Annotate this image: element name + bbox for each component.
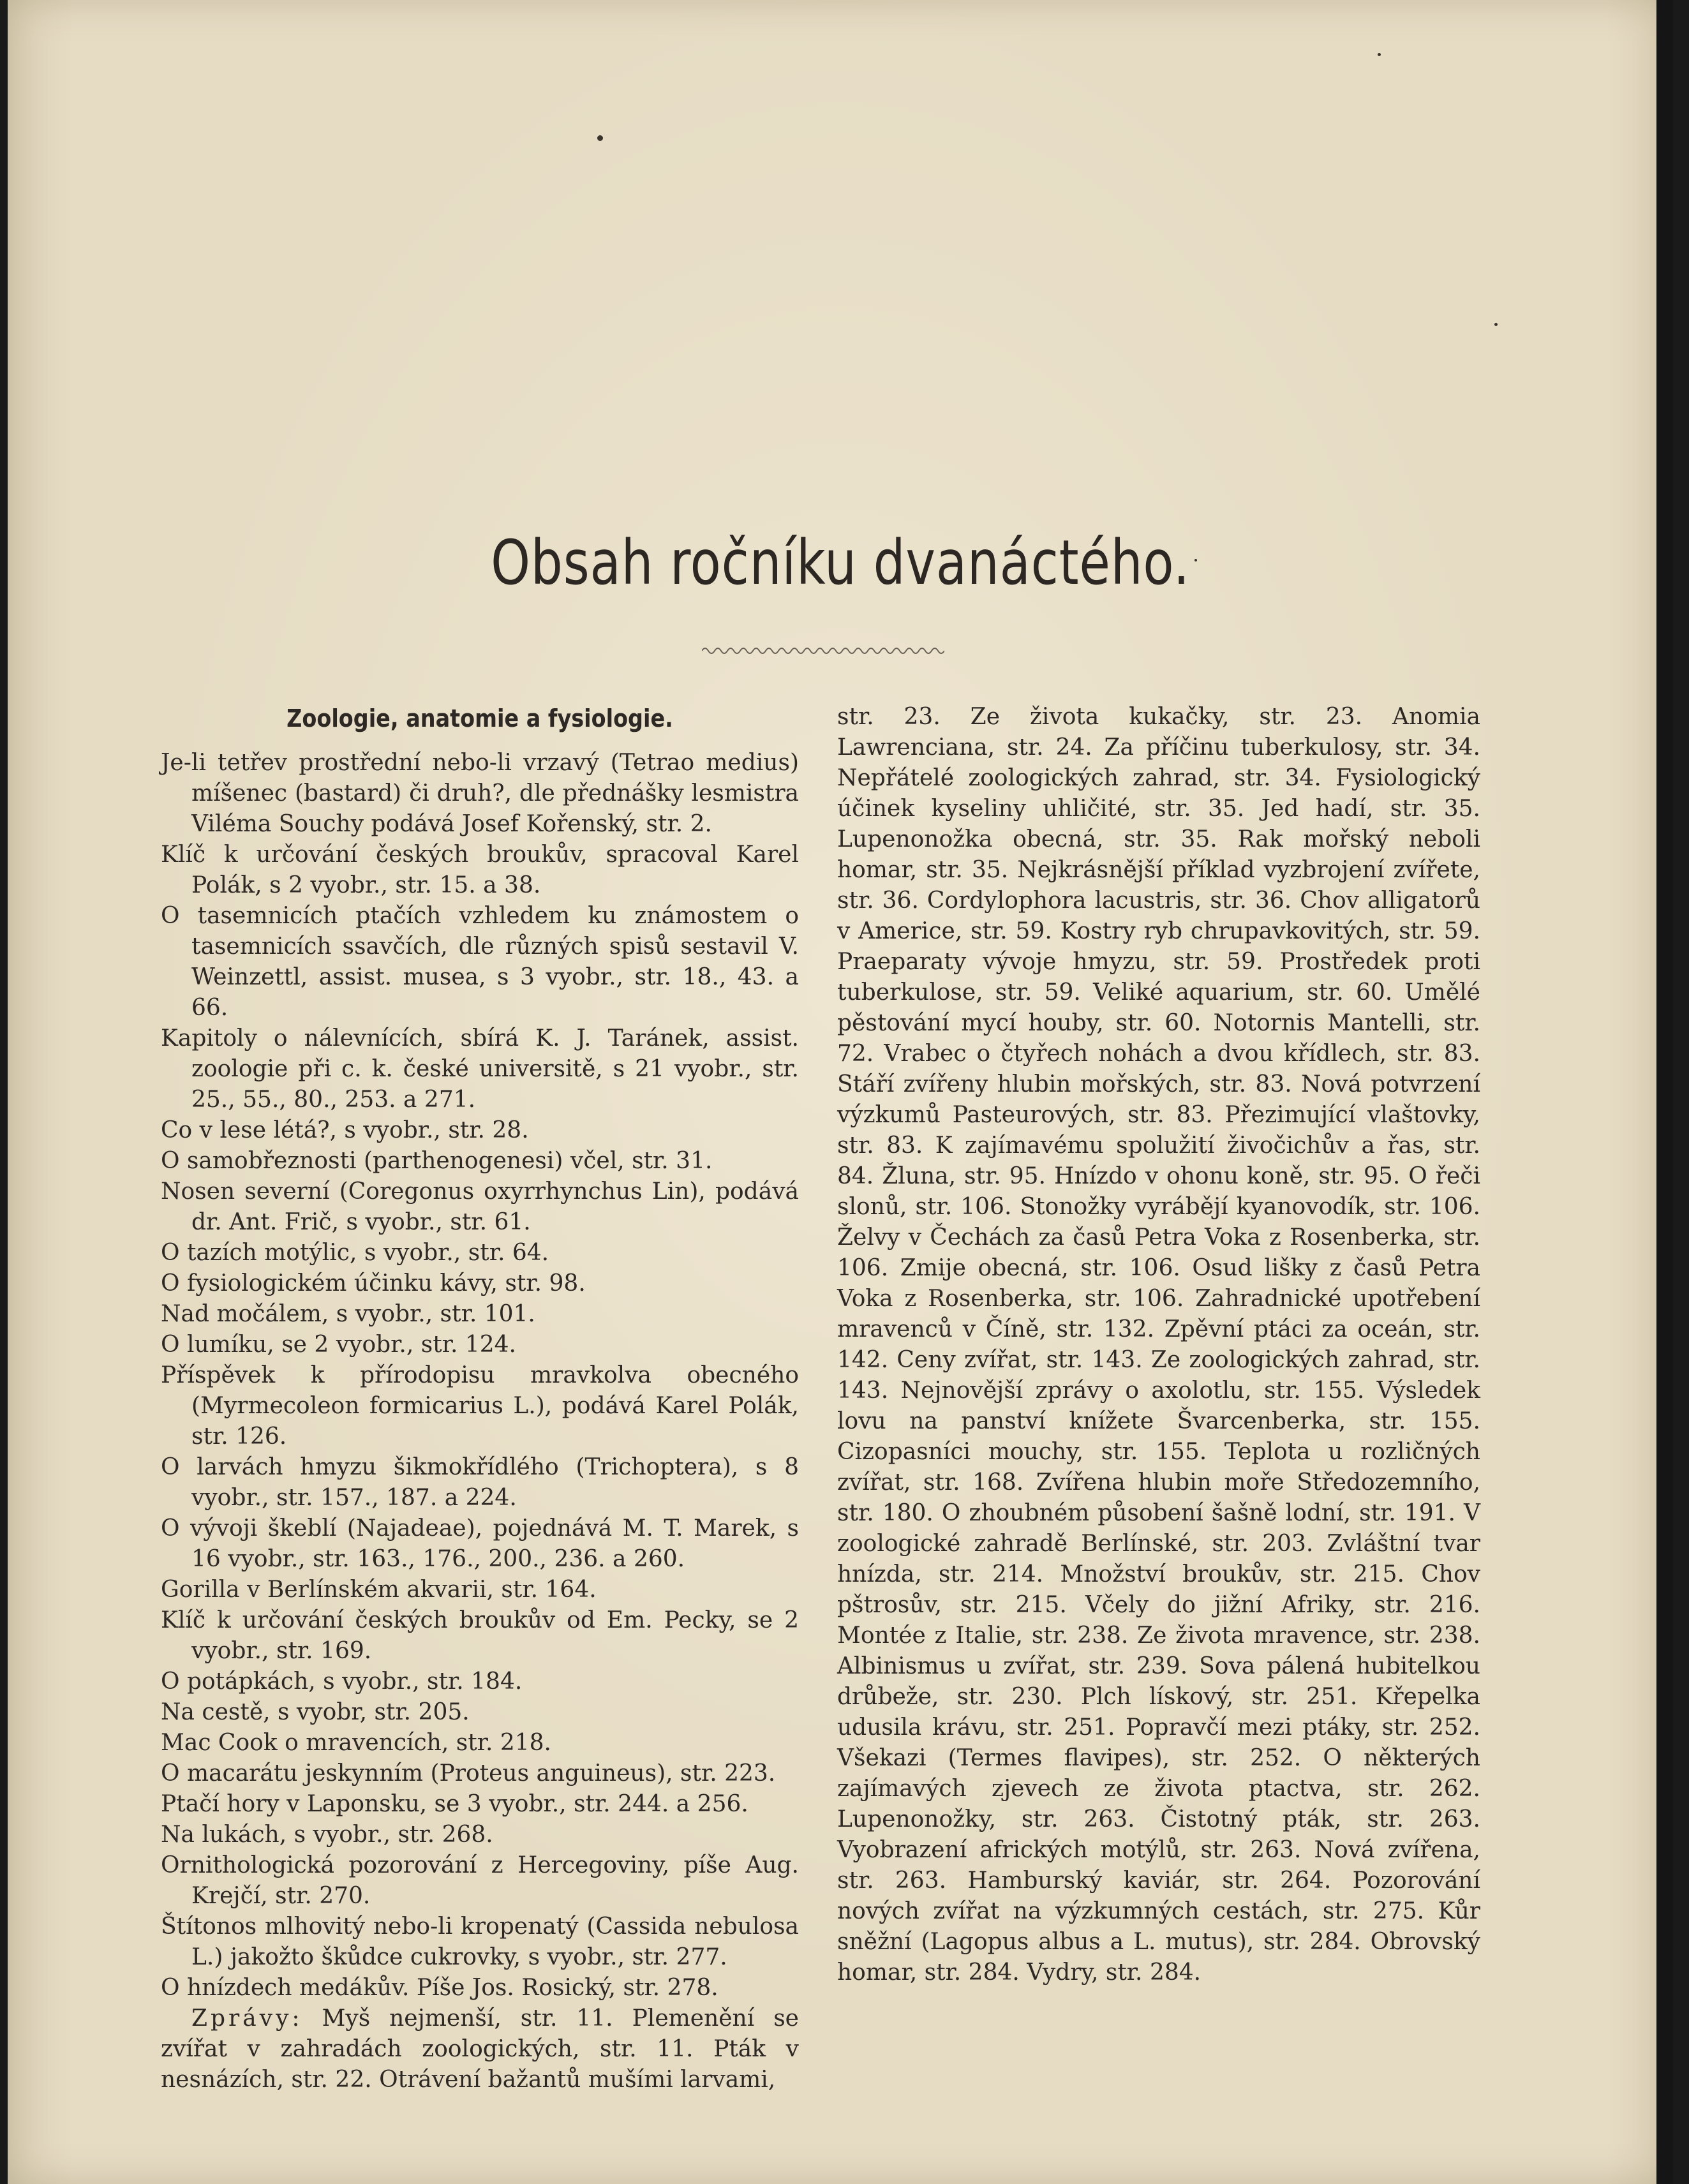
list-item: Příspěvek k přírodopisu mravkolva obecného (Myrmecoleon formicarius L.), podává Karel Polák, str. 126. [161,1362,799,1450]
list-item: Nosen severní (Coregonus oxyrrhynchus Lin), podává dr. Ant. Frič, s vyobr., str. 61. [161,1178,799,1235]
news-paragraph-start [161,2003,799,2095]
list-item: Nad močálem, s vyobr., str. 101. [161,1301,535,1327]
page-title: Obsah ročníku dvanáctého. [491,527,1190,598]
news-label: Zprávy: [191,2005,303,2032]
document-page [8,0,1673,2184]
paper-speck [1194,559,1197,561]
section-heading: Zoologie, anatomie a fysiologie. [286,704,673,732]
list-item: O macarátu jeskynním (Proteus anguineus), str. 223. [161,1760,776,1787]
list-item: Štítonos mlhovitý nebo-li kropenatý (Cassida nebulosa L.) jakožto škůdce cukrovky, s vyobr., str. 277. [161,1913,799,1970]
list-item: Ornithologická pozorování z Hercegoviny, píše Aug. Krejčí, str. 270. [161,1852,799,1909]
right-column [837,702,1480,1988]
list-item: Na lukách, s vyobr., str. 268. [161,1822,493,1848]
left-column [161,702,799,2095]
paper-speck [1494,323,1498,326]
list-item: O larvách hmyzu šikmokřídlého (Trichoptera), s 8 vyobr., str. 157., 187. a 224. [161,1454,799,1511]
decorative-wavy-rule [702,644,944,657]
list-item: Na cestě, s vyobr, str. 205. [161,1699,470,1725]
list-item: Klíč k určování českých broukův, spracoval Karel Polák, s 2 vyobr., str. 15. a 38. [161,842,799,898]
list-item: Kapitoly o nálevnících, sbírá K. J. Taránek, assist. zoologie při c. k. české universitě, s 21 vyobr., str. 25., 55., 80., 253. a 271. [161,1025,799,1113]
list-item: O hnízdech medákův. Píše Jos. Rosický, str. 278. [161,1975,718,2001]
list-item: O vývoji škeblí (Najadeae), pojednává M. T. Marek, s 16 vyobr., str. 163., 176., 200., 236. a 260. [161,1515,799,1572]
paper-speck [597,135,603,141]
news-paragraph-continued: str. 23. Ze života kukačky, str. 23. Anomia Lawrenciana, str. 24. Za příčinu tuberkulosy, str. 34. Nepřátelé zoologických zahrad, str. 34. Fysiologický účinek kyseliny uhličité, str. 35. Jed hadí, str. 35. Lupenonožka obecná, str. 35. Rak mořský neboli homar, str. 35. Nejkrásnější příklad vyzbrojení zvířete, str. 36. Cordylophora lacustris, str. 36. Chov alligatorů v Americe, str. 59. Kostry ryb chrupavkovitých, str. 59. Praeparaty vývoje hmyzu, str. 59. Prostředek proti tuberkulose, str. 59. Veliké aquarium, str. 60. Umělé pěstování mycí houby, str. 60. Notornis Mantelli, str. 72. Vrabec o čtyřech nohách a dvou křídlech, str. 83. Stáří zvířeny hlubin mořských, str. 83. Nová potvrzení výzkumů Pasteurových, str. 83. Přezimující vlaštovky, str. 83. K zajímavému spolužití živočichův a řas, str. 84. Žluna, str. 95. Hnízdo v ohonu koně, str. 95. O řeči slonů, str. 106. Stonožky vyrábějí kyanovodík, str. 106. Želvy v Čechách za časů Petra Voka z Rosenberka, str. 106. Zmije obecná, str. 106. Osud lišky z časů Petra Voka z Rosenberka, str. 106. Zahradnické upotřebení mravenců v Číně, str. 132. Zpěvní ptáci za oceán, str. 142. Ceny zvířat, str. 143. Ze zoologických zahrad, str. 143. Nejnovější zprávy o axolotlu, str. 155. Výsledek lovu na panství knížete Švarcenberka, str. 155. Cizopasníci mouchy, str. 155. Teplota u rozličných zvířat, str. 168. Zvířena hlubin moře Středozemního, str. 180. O zhoubném působení šašně lodní, str. 191. V zoologické zahradě Berlínské, str. 203. Zvláštní tvar hnízda, str. 214. Množství broukův, str. 215. Chov pštrosův, str. 215. Včely do jižní Afriky, str. 216. Montée z Italie, str. 238. Ze života mravence, str. 238. Albinismus u zvířat, str. 239. Sova pálená hubitelkou drůbeže, str. 230. Plch lískový, str. 251. Křepelka udusila krávu, str. 251. Popravčí mezi ptáky, str. 252. Všekazi (Termes flavipes), str. 252. O některých zajímavých zjevech ze života ptactva, str. 262. Lupenonožky, str. 263. Čistotný pták, str. 263. Vyobrazení afrických motýlů, str. 263. Nová zvířena, str. 263. Hamburský kaviár, str. 264. Pozorování nových zvířat na výzkumných cestách, str. 275. Kůr sněžní (Lagopus albus a L. mutus), str. 284. Obrovský homar, str. 284. Vydry, str. 284. [837,704,1480,1986]
list-item: Ptačí hory v Laponsku, se 3 vyobr., str. 244. a 256. [161,1791,748,1817]
list-item: O samobřeznosti (parthenogenesi) včel, str. 31. [161,1148,713,1174]
list-item: O tazích motýlic, s vyobr., str. 64. [161,1240,549,1266]
paper-speck [1378,53,1381,56]
list-item: O fysiologickém účinku kávy, str. 98. [161,1270,586,1296]
list-item: Mac Cook o mravencích, str. 218. [161,1730,551,1756]
news-text-left: Myš nejmenší, str. 11. Plemenění se zvířat v zahradách zoologických, str. 11. Pták v nesnázích, str. 22. Otrávení bažantů mušími larvami, [161,2005,799,2093]
list-item: O tasemnicích ptačích vzhledem ku známostem o tasemnicích ssavčích, dle různých spisů sestavil V. Weinzettl, assist. musea, s 3 vyobr., str. 18., 43. a 66. [161,903,799,1021]
list-item: Klíč k určování českých broukův od Em. Pecky, se 2 vyobr., str. 169. [161,1607,799,1664]
list-item: Je-li tetřev prostřední nebo-li vrzavý (Tetrao medius) míšenec (bastard) či druh?, dle přednášky lesmistra Viléma Souchy podává Josef Kořenský, str. 2. [161,750,799,837]
list-item: Gorilla v Berlínském akvarii, str. 164. [161,1577,597,1603]
list-item: O potápkách, s vyobr., str. 184. [161,1668,523,1695]
list-item: O lumíku, se 2 vyobr., str. 124. [161,1332,516,1358]
list-item: Co v lese létá?, s vyobr., str. 28. [161,1117,529,1143]
entry-list [161,748,799,2003]
scan-border [1656,0,1673,2184]
